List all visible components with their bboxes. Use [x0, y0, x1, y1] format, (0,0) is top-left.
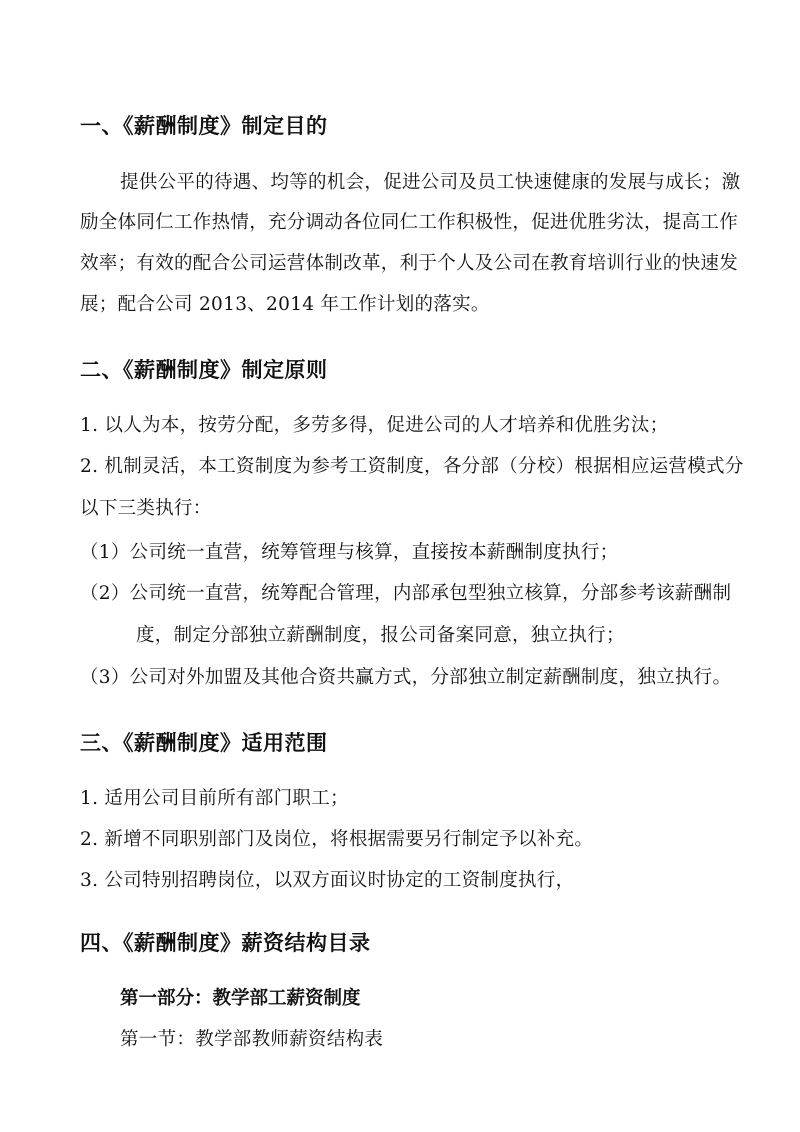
section-heading-principles: 二、《薪酬制度》制定原则: [80, 357, 328, 382]
sub-list-item: （1）公司统一直营，统筹管理与核算，直接按本薪酬制度执行；: [80, 542, 619, 563]
paragraph-line: 提供公平的待遇、均等的机会，促进公司及员工快速健康的发展与成长；激: [120, 172, 741, 193]
sub-list-item: （3）公司对外加盟及其他合资共赢方式，分部独立制定薪酬制度，独立执行。: [80, 667, 732, 688]
sub-list-item-continuation: 度，制定分部独立薪酬制度，报公司备案同意，独立执行；: [136, 625, 625, 646]
paragraph-line: 励全体同仁工作热情，充分调动各位同仁工作积极性，促进优胜劣汰，提高工作: [80, 212, 739, 233]
list-item: 1. 以人为本，按劳分配，多劳多得，促进公司的人才培养和优胜劣汰；: [80, 415, 669, 436]
paragraph-line: 展；配合公司 2013、2014 年工作计划的落实。: [80, 294, 490, 315]
part-title: 第一部分：教学部工薪资制度: [120, 988, 361, 1009]
list-item: 2. 新增不同职别部门及岗位，将根据需要另行制定予以补充。: [80, 829, 594, 850]
sub-list-item: （2）公司统一直营，统筹配合管理，内部承包型独立核算，分部参考该薪酬制: [80, 583, 732, 604]
section-title: 第一节：教学部教师薪资结构表: [120, 1029, 384, 1050]
list-item-continuation: 以下三类执行：: [80, 498, 212, 519]
paragraph-line: 效率；有效的配合公司运营体制改革，利于个人及公司在教育培训行业的快速发: [80, 253, 739, 274]
list-item: 2. 机制灵活，本工资制度为参考工资制度，各分部（分校）根据相应运营模式分: [80, 456, 744, 477]
list-item: 3. 公司特别招聘岗位，以双方面议时协定的工资制度执行，: [80, 870, 575, 891]
section-heading-scope: 三、《薪酬制度》适用范围: [80, 730, 328, 755]
list-item: 1. 适用公司目前所有部门职工；: [80, 788, 349, 809]
section-heading-structure: 四、《薪酬制度》薪资结构目录: [80, 930, 371, 955]
section-heading-purpose: 一、《薪酬制度》制定目的: [80, 113, 328, 138]
